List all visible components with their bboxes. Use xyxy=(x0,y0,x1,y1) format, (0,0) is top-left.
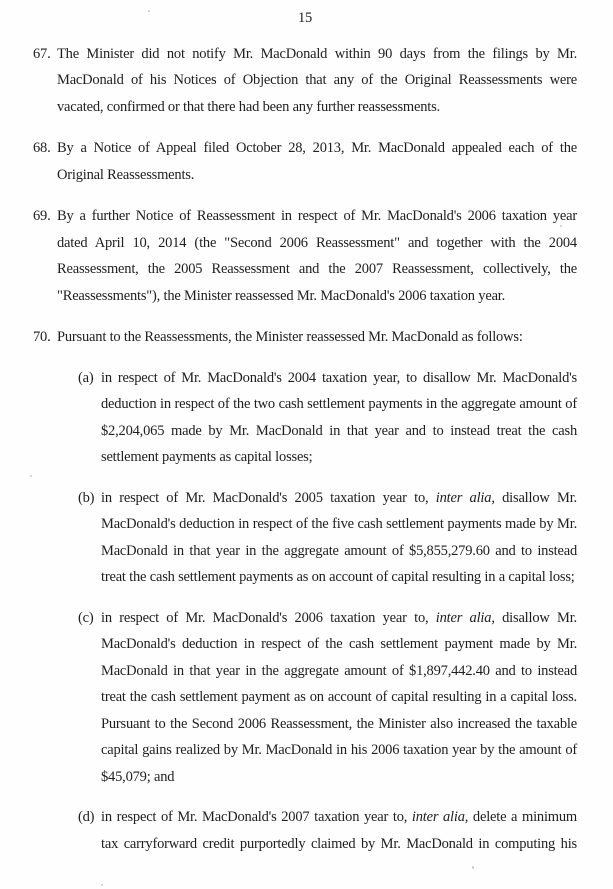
paragraph-number: 67. xyxy=(33,45,51,62)
paragraph-70 xyxy=(33,324,577,857)
subitem-text: in respect of Mr. MacDonald's 2007 taxation year to, inter alia, delete a minimum tax carryforward credit purportedly claimed by Mr. MacDonald in computing his xyxy=(101,809,578,852)
subitem-b xyxy=(78,485,577,591)
subitem-text: in respect of Mr. MacDonald's 2005 taxation year to, inter alia, disallow Mr. MacDonald's deduction in respect of the five cash settlement payments made by Mr. MacDonald in that year in the aggregate amount of $5,855,279.60 and to instead treat the cash settlement payments as on account of capital resulting in a capital loss; xyxy=(101,489,577,585)
scan-speck xyxy=(30,475,32,477)
paragraph-text: Pursuant to the Reassessments, the Minister reassessed Mr. MacDonald as follows: xyxy=(57,329,523,345)
paragraph-68 xyxy=(33,135,577,188)
subitem-text: in respect of Mr. MacDonald's 2004 taxation year, to disallow Mr. MacDonald's deduction in respect of the two cash settlement payments in the aggregate amount of $2,204,065 made by Mr. MacDonald in that year and to instead treat the cash settlement payments as capital losses; xyxy=(101,369,577,465)
scan-speck xyxy=(560,225,562,227)
scan-speck xyxy=(472,866,474,869)
paragraph-number: 69. xyxy=(33,208,51,224)
subitem-d xyxy=(78,804,577,857)
subitem-label: (a) xyxy=(78,369,94,386)
scan-speck xyxy=(148,10,150,12)
subitem-c xyxy=(78,605,577,791)
subitem-label: (d) xyxy=(78,809,95,825)
subitem-list xyxy=(78,365,577,858)
page-number: 15 xyxy=(297,10,313,26)
subitem-label: (c) xyxy=(78,609,94,626)
paragraph-69 xyxy=(33,203,577,309)
subitem-label: (b) xyxy=(78,489,95,506)
paragraph-text: The Minister did not notify Mr. MacDonald within 90 days from the filings by Mr. MacDonald of his Notices of Objection that any of the Original Reassessments were vacated, confirmed or that there had been any further reassessments. xyxy=(57,45,577,115)
paragraph-text: By a Notice of Appeal filed October 28, 2013, Mr. MacDonald appealed each of the Original Reassessments. xyxy=(57,140,577,183)
paragraph-number: 68. xyxy=(33,140,51,156)
scan-speck xyxy=(101,884,103,886)
subitem-a xyxy=(78,365,577,471)
paragraph-67 xyxy=(33,41,577,121)
subitem-text: in respect of Mr. MacDonald's 2006 taxation year to, inter alia, disallow Mr. MacDonald's deduction in respect of the cash settlement payment made by Mr. MacDonald in that year in the aggregate amount of $1,897,442.40 and to instead treat the cash settlement payment as on account of capital resulting in a capital loss. Pursuant to the Second 2006 Reassessment, the Minister also increased the taxable capital gains realized by Mr. MacDonald in his 2006 taxation year by the amount of $45,079; and xyxy=(101,609,577,785)
paragraph-number: 70. xyxy=(33,329,51,345)
paragraph-text: By a further Notice of Reassessment in respect of Mr. MacDonald's 2006 taxation year dated April 10, 2014 (the "Second 2006 Reassessment" and together with the 2004 Reassessment, the 2005 Reassessment and the 2007 Reassessment, collectively, the "Reassessments"), the Minister reassessed Mr. MacDonald's 2006 taxation year. xyxy=(57,208,577,304)
